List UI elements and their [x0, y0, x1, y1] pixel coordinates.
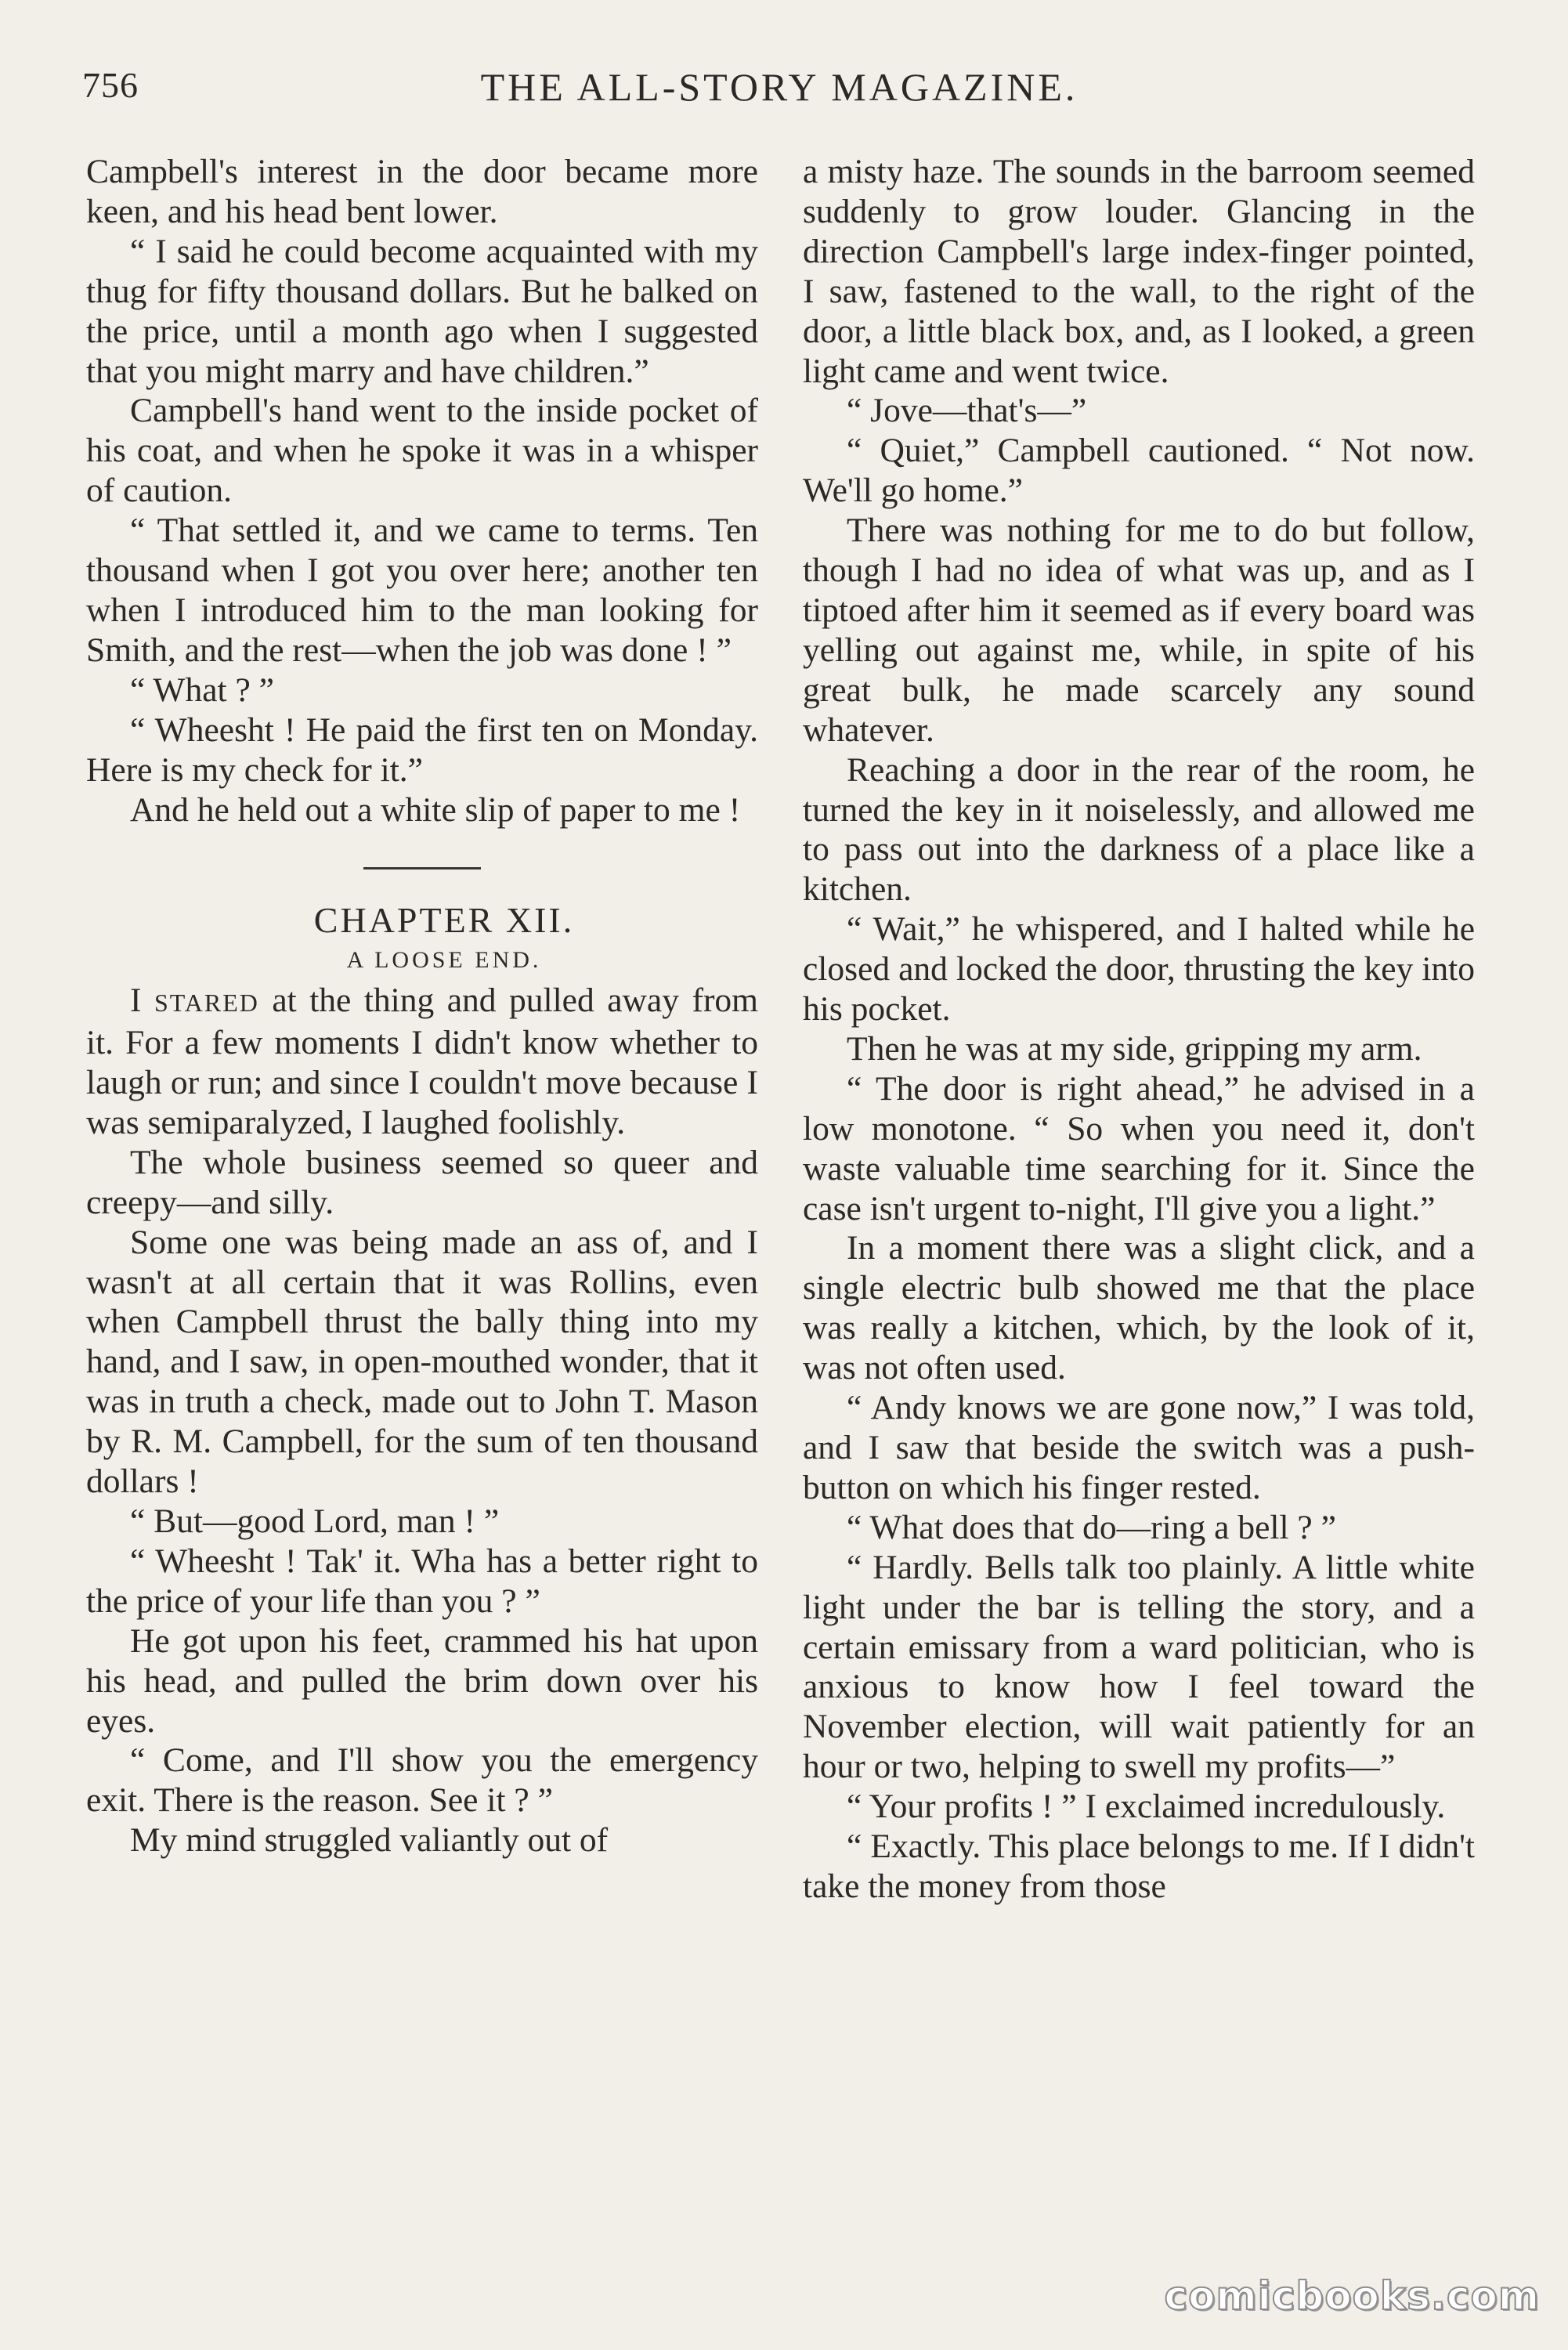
chapter-divider — [363, 867, 481, 870]
paragraph: Reaching a door in the rear of the room, he turned the key in it noiselessly, and allowed me to pass out into the darkness of a place like a kitchen. — [803, 750, 1475, 909]
paragraph: “ What does that do—ring a bell ? ” — [847, 1508, 1336, 1546]
paragraph: “ That settled it, and we came to terms. Ten thousand when I got you over here; another ten when I introduced him to the man looking for Smith, and the rest—when the job was done ! ” — [86, 512, 758, 669]
opening-smallcaps: STARED — [154, 989, 259, 1018]
paragraph: He got upon his feet, crammed his hat upon his head, and pulled the brim down over his eyes. — [86, 1622, 758, 1740]
paragraph: Some one was being made an ass of, and I wasn't at all certain that it was Rollins, even when Campbell thrust the bally thing into my hand, and I saw, in open-mouthed wonder, that it was in truth a check, made out to John T. Mason by R. M. Campbell, for the sum of ten thousand dollars ! — [86, 1223, 758, 1501]
chapter-opening-paragraph — [86, 981, 758, 1143]
opening-text: at the thing and pulled away from it. For a few moments I didn't know whether to laugh or run; and since I couldn't move because I was semiparalyzed, I laughed foolishly. — [86, 982, 759, 1141]
paragraph: “ I said he could become acquainted with my thug for fifty thousand dollars. But he balked on the price, until a month ago when I suggested that you might marry and have children.” — [86, 232, 758, 390]
paragraph: “ Wheesht ! Tak' it. Wha has a better right to the price of your life than you ? ” — [86, 1542, 758, 1620]
paragraph: “ Quiet,” Campbell cautioned. “ Not now. We'll go home.” — [803, 432, 1475, 510]
paragraph: “ Hardly. Bells talk too plainly. A little white light under the bar is telling the story, and a certain emissary from a ward politician, who is anxious to know how I feel toward the November election, will wait patiently for an hour or two, helping to swell my profits—” — [803, 1548, 1475, 1786]
paragraph: a misty haze. The sounds in the barroom seemed suddenly to grow louder. Glancing in the direction Campbell's large index-finger pointed, I saw, fastened to the wall, to the right of the door, a little black box, and, as I looked, a green light came and went twice. — [803, 153, 1475, 390]
paragraph: Campbell's interest in the door became more keen, and his head bent lower. — [86, 153, 758, 230]
paragraph: Then he was at my side, gripping my arm. — [847, 1029, 1422, 1068]
running-title: THE ALL-STORY MAGAZINE. — [480, 65, 1078, 109]
paragraph: “ Wait,” he whispered, and I halted while he closed and locked the door, thrusting the key into his pocket. — [803, 910, 1475, 1029]
paragraph: “ Andy knows we are gone now,” I was told, and I saw that beside the switch was a push-button on which his finger rested. — [803, 1389, 1475, 1506]
paragraph: “ But—good Lord, man ! ” — [130, 1502, 500, 1540]
paragraph: Campbell's hand went to the inside pocket of his coat, and when he spoke it was in a whisper of caution. — [86, 392, 758, 510]
paragraph: “ Exactly. This place belongs to me. If I didn't take the money from those — [803, 1828, 1475, 1905]
paragraph: There was nothing for me to do but follow, though I had no idea of what was up, and as I tiptoed after him it seemed as if every board was yelling out against me, while, in spite of his great bulk, he made scarcely any sound whatever. — [803, 512, 1475, 749]
opening-word: I — [130, 982, 142, 1020]
paragraph: “ The door is right ahead,” he advised in a low monotone. “ So when you need it, don't waste valuable time searching for it. Since the case isn't urgent to-night, I'll give you a light.” — [803, 1069, 1475, 1227]
paragraph: My mind struggled valiantly out of — [130, 1821, 609, 1860]
right-column — [803, 152, 1475, 1907]
watermark: comicbooks.com — [1164, 2273, 1540, 2319]
paragraph: “ Wheesht ! He paid the first ten on Monday. Here is my check for it.” — [86, 710, 758, 789]
paragraph: In a moment there was a slight click, and a single electric bulb showed me that the place was really a kitchen, which, by the look of it, was not often used. — [803, 1229, 1475, 1387]
left-column — [86, 152, 758, 1860]
paragraph: “ Jove—that's—” — [847, 392, 1087, 430]
page-number: 756 — [82, 65, 139, 105]
page-header — [82, 64, 1476, 119]
chapter-title: CHAPTER XII. — [313, 900, 575, 941]
paragraph: “ Come, and I'll show you the emergency exit. There is the reason. See it ? ” — [86, 1741, 758, 1820]
paragraph: The whole business seemed so queer and creepy—and silly. — [86, 1143, 758, 1221]
chapter-subtitle: A LOOSE END. — [346, 947, 542, 974]
paragraph: And he held out a white slip of paper to me ! — [130, 790, 741, 829]
paragraph: “ What ? ” — [130, 671, 274, 709]
paragraph: “ Your profits ! ” I exclaimed incredulously. — [847, 1788, 1446, 1826]
